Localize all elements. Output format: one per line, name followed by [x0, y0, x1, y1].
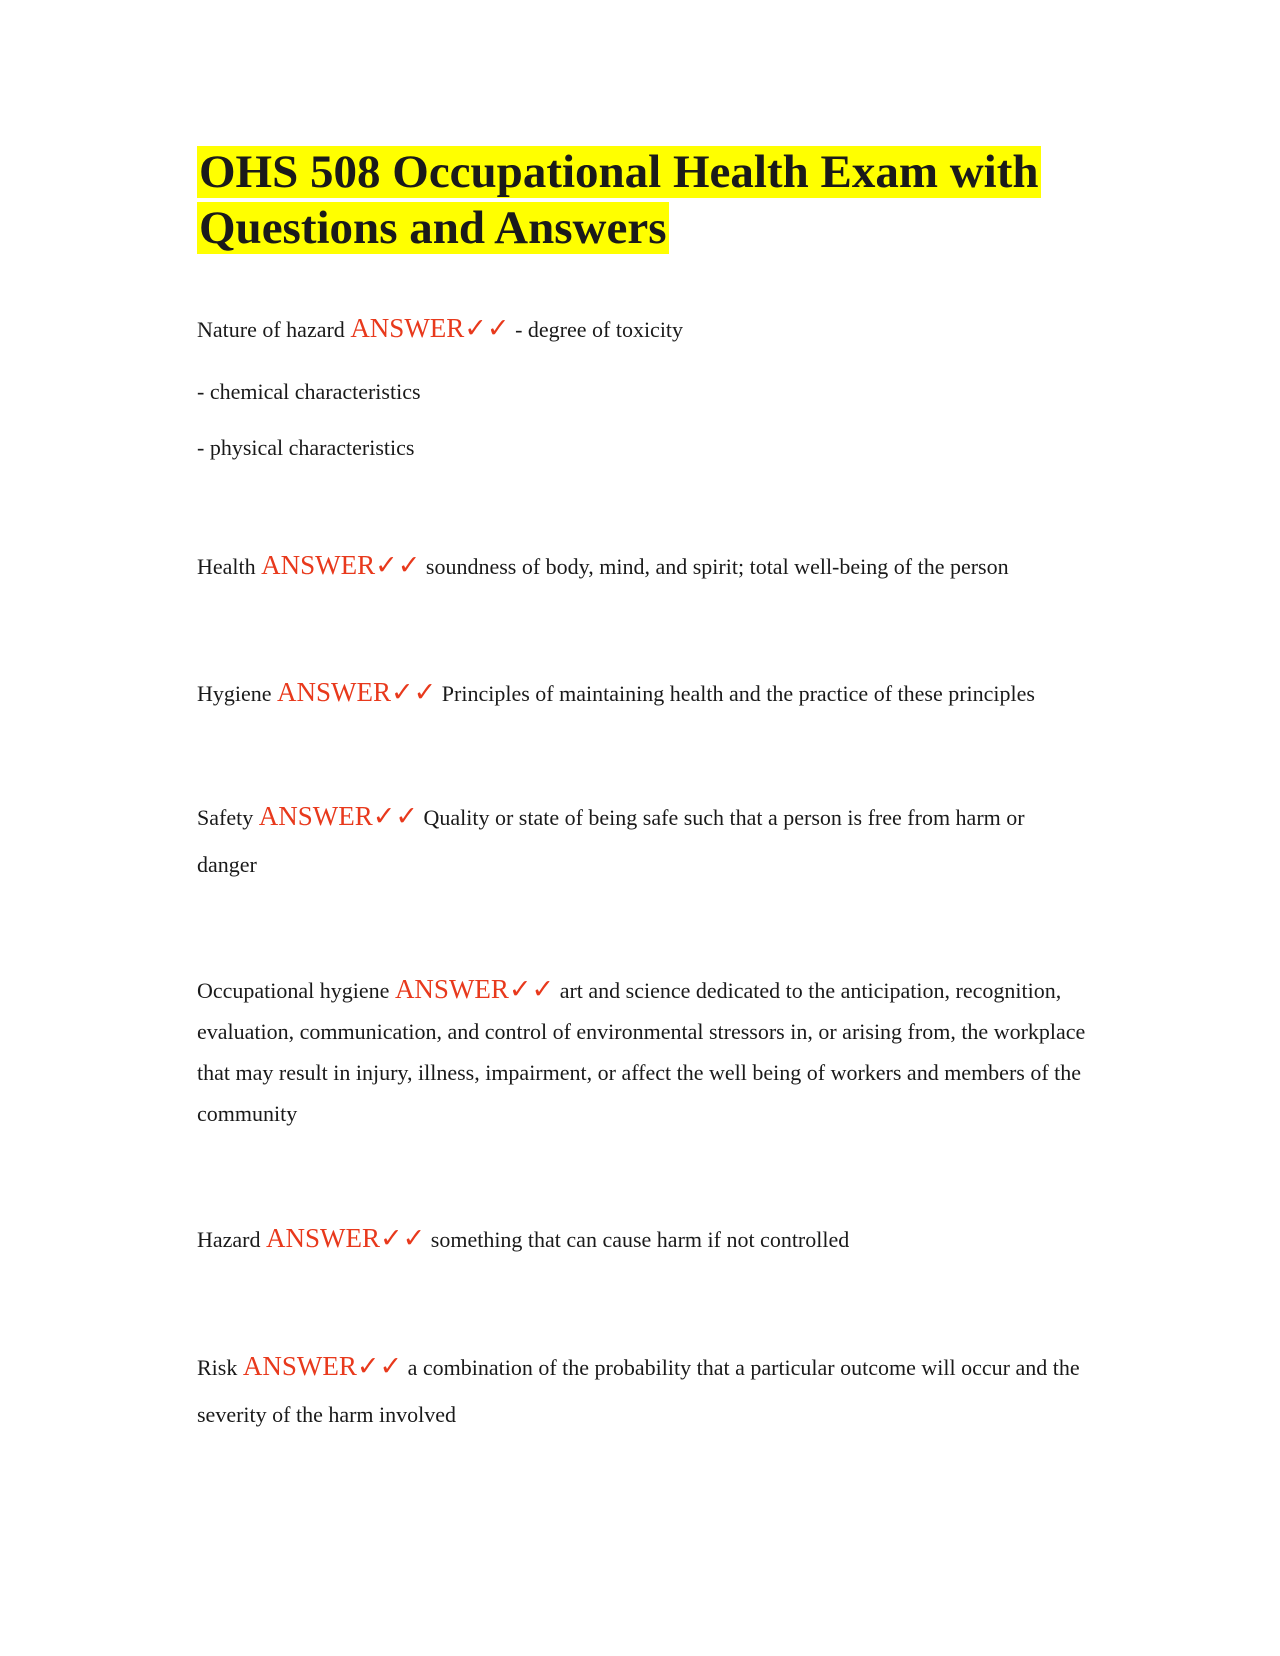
answer-marker: ANSWER✓✓: [242, 1351, 403, 1381]
entry-definition: - degree of toxicity: [515, 317, 684, 342]
entry-definition: soundness of body, mind, and spirit; total well-being of the person: [425, 554, 1009, 579]
entry-risk: [197, 1343, 1087, 1438]
entry-term: Occupational hygiene: [197, 978, 390, 1003]
entry-hazard: [197, 1215, 1087, 1263]
entry-health: [197, 542, 1087, 590]
answer-marker: ANSWER✓✓: [261, 550, 421, 580]
entry-definition: - chemical characteristics: [197, 379, 421, 404]
answer-marker: ANSWER✓✓: [394, 974, 555, 1004]
entry-term: Health: [197, 554, 256, 579]
entry-physical-characteristics: [197, 424, 1087, 471]
document-title: [197, 144, 1077, 256]
answer-marker: ANSWER✓✓: [277, 677, 437, 707]
entry-term: Nature of hazard: [197, 317, 345, 342]
answer-marker: ANSWER✓✓: [258, 801, 418, 831]
entry-safety: [197, 793, 1087, 888]
entry-chemical-characteristics: [197, 368, 1087, 415]
entry-definition: - physical characteristics: [197, 435, 415, 460]
entry-definition: a combination of the probability that a particular outcome will occur and the severity of the harm involved: [197, 1355, 1080, 1427]
entry-term: Hygiene: [197, 681, 272, 706]
entry-definition: Quality or state of being safe such that a person is free from harm or danger: [197, 805, 1025, 877]
answer-marker: ANSWER✓✓: [350, 313, 510, 343]
entry-definition: something that can cause harm if not controlled: [430, 1227, 850, 1252]
title-highlight: OHS 508 Occupational Health Exam with Questions and Answers: [199, 146, 1039, 254]
entry-term: Risk: [197, 1355, 238, 1380]
entry-definition: art and science dedicated to the anticipation, recognition, evaluation, communication, and control of environmental stressors in, or arising from, the workplace that may result in injury, illness, impairment, or affect the well being of workers and members of the community: [197, 978, 1086, 1126]
answer-marker: ANSWER✓✓: [266, 1223, 426, 1253]
entry-definition: Principles of maintaining health and the practice of these principles: [441, 681, 1035, 706]
entry-occupational-hygiene: [197, 969, 1087, 1134]
entry-term: Safety: [197, 805, 254, 830]
entry-nature-of-hazard: [197, 305, 1087, 353]
entry-term: Hazard: [197, 1227, 261, 1252]
entry-hygiene: [197, 669, 1087, 717]
